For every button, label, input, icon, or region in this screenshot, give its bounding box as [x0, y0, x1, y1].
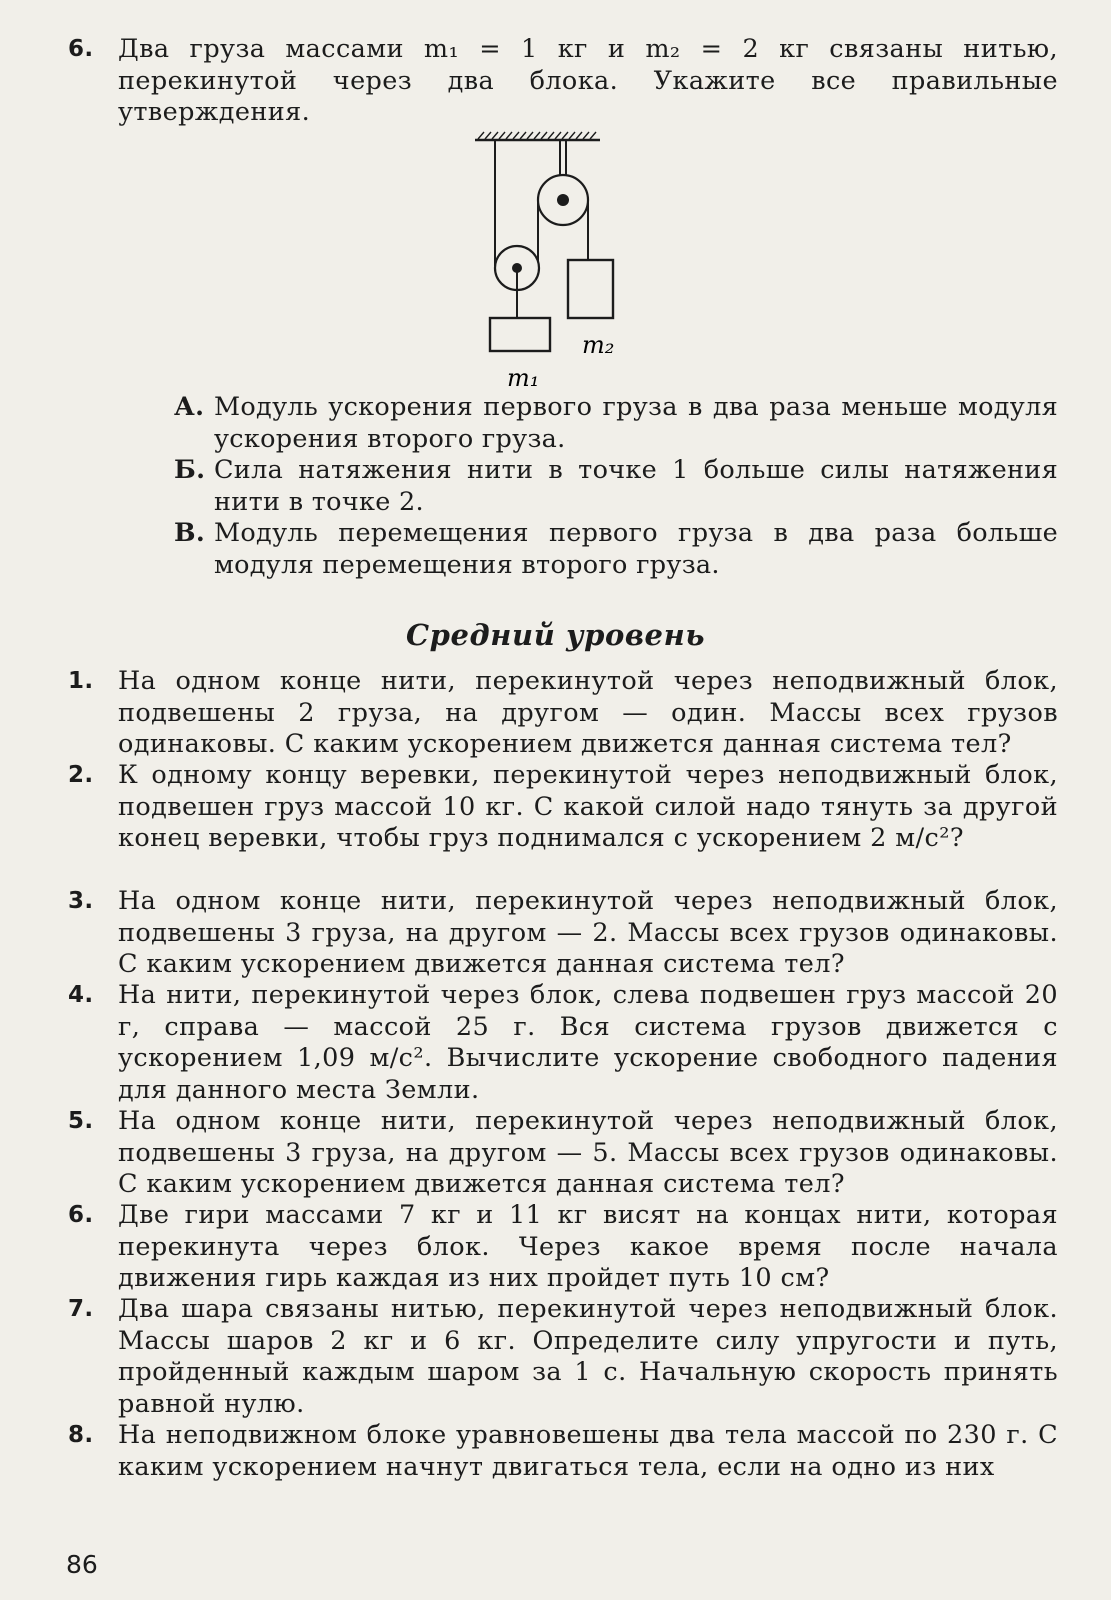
problem-7 — [68, 1294, 1058, 1420]
section-heading: Средний уровень — [405, 618, 706, 652]
problem-number: 7. — [68, 1296, 94, 1322]
fixed-pulley-hub — [557, 194, 569, 206]
problem-number: 3. — [68, 888, 94, 914]
problem-number: 5. — [68, 1108, 94, 1134]
problem-6 — [68, 1200, 1058, 1295]
option-text: Модуль ускорения первого груза в два раза меньше модуля ускорения второго груза. — [214, 392, 1058, 454]
option-text: Сила натяжения нити в точке 1 больше силы натяжения нити в точке 2. — [214, 455, 1058, 517]
option-a — [174, 392, 1058, 455]
problem-text: Два груза массами m₁ = 1 кг и m₂ = 2 кг связаны нитью, перекинутой через два блока. Укажите все правильные утверждения. — [118, 34, 1058, 127]
option-c — [174, 518, 1058, 581]
problem-text: На нити, перекинутой через блок, слева подвешен груз массой 20 г, справа — массой 25 г. Вся система грузов движется с ускорением 1,09 м/с². Вычислите ускорение свободного падения для данного места Земли. — [118, 980, 1058, 1105]
problem-number: 1. — [68, 668, 94, 694]
option-label: А. — [174, 392, 205, 422]
option-label: Б. — [174, 455, 206, 485]
label-m2: m₂ — [582, 331, 615, 359]
problem-2 — [68, 760, 1058, 855]
mass-m2-block — [568, 260, 613, 318]
mass-m1-block — [490, 318, 550, 351]
problem-5 — [68, 1106, 1058, 1201]
problem-text: К одному концу веревки, перекинутой через неподвижный блок, подвешен груз массой 10 кг. С какой силой надо тянуть за другой конец веревки, чтобы груз поднимался с ускорением 2 м/с²? — [118, 760, 1058, 853]
problem-number: 6. — [68, 36, 94, 62]
problem-number: 8. — [68, 1422, 94, 1448]
problem-4 — [68, 980, 1058, 1106]
problem-text: На одном конце нити, перекинутой через неподвижный блок, подвешены 3 груза, на другом — 2. Массы всех грузов одинаковы. С каким ускорением движется данная система тел? — [118, 886, 1058, 979]
problem-6-prev — [68, 34, 1058, 129]
label-m1: m₁ — [507, 364, 540, 392]
problem-1 — [68, 666, 1058, 761]
problem-text: Два шара связаны нитью, перекинутой через неподвижный блок. Массы шаров 2 кг и 6 кг. Определите силу упругости и путь, пройденный каждым шаром за 1 с. Начальную скорость принять равной нулю. — [118, 1294, 1058, 1419]
page-number: 86 — [66, 1550, 98, 1579]
problem-text: На неподвижном блоке уравновешены два тела массой по 230 г. С каким ускорением начнут двигаться тела, если на одно из них — [118, 1420, 1058, 1482]
problem-text: На одном конце нити, перекинутой через неподвижный блок, подвешены 3 груза, на другом — 5. Массы всех грузов одинаковы. С каким ускорением движется данная система тел? — [118, 1106, 1058, 1199]
problem-number: 2. — [68, 762, 94, 788]
pulley-diagram — [470, 128, 640, 398]
problem-text: На одном конце нити, перекинутой через неподвижный блок, подвешены 2 груза, на другом — один. Массы всех грузов одинаковы. С каким ускорением движется данная система тел? — [118, 666, 1058, 759]
problem-text: Две гири массами 7 кг и 11 кг висят на концах нити, которая перекинута через блок. Через какое время после начала движения гирь каждая из них пройдет путь 10 см? — [118, 1200, 1058, 1293]
ceiling — [475, 132, 600, 140]
option-label: В. — [174, 518, 206, 548]
problem-number: 6. — [68, 1202, 94, 1228]
option-text: Модуль перемещения первого груза в два раза больше модуля перемещения второго груза. — [214, 518, 1058, 580]
problem-3 — [68, 886, 1058, 981]
option-b — [174, 455, 1058, 518]
problem-8 — [68, 1420, 1058, 1483]
problem-number: 4. — [68, 982, 94, 1008]
